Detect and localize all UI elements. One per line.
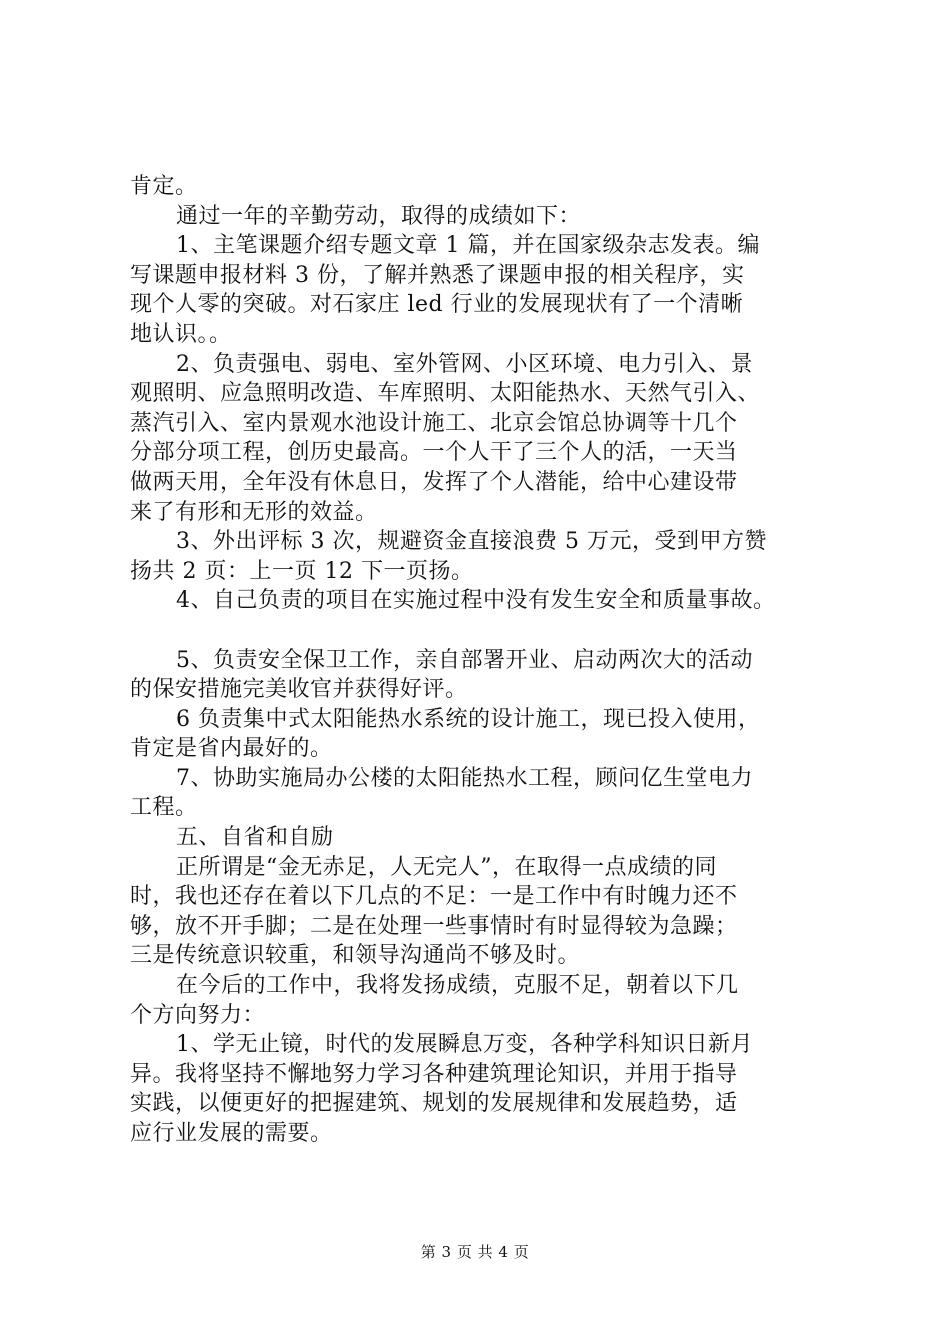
- paragraph-line: 4、自己负责的项目在实施过程中没有发生安全和质量事故。: [176, 588, 776, 614]
- paragraph-line: 通过一年的辛勤劳动，取得的成绩如下：: [176, 203, 582, 229]
- paragraph-line: 6 负责集中式太阳能热水系统的设计施工，现已投入使用，: [176, 706, 761, 732]
- paragraph-line: 7、协助实施局办公楼的太阳能热水工程，顾问亿生堂电力: [176, 765, 753, 791]
- text-line: 实践，以便更好的把握建筑、规划的发展规律和发展趋势，适: [130, 1091, 738, 1117]
- paragraph-line: 1、主笔课题介绍专题文章 1 篇，并在国家级杂志发表。编: [176, 233, 760, 259]
- paragraph-line: 正所谓是“金无赤足，人无完人”，在取得一点成绩的同: [176, 854, 717, 880]
- text-line: 肯定。: [130, 174, 198, 199]
- text-line: 个方向努力：: [130, 1002, 266, 1028]
- text-line: 应行业发展的需要。: [130, 1121, 333, 1146]
- paragraph-line: 在今后的工作中，我将发扬成绩，克服不足，朝着以下几: [176, 973, 739, 999]
- text-line: 三是传统意识较重，和领导沟通尚不够及时。: [130, 943, 581, 969]
- text-line: 够，放不开手脚；二是在处理一些事情时有时显得较为急躁；: [130, 913, 738, 939]
- text-line: 写课题申报材料 3 份，了解并熟悉了课题申报的相关程序，实: [130, 262, 745, 288]
- text-line: 来了有形和无形的效益。: [130, 499, 378, 525]
- text-line: 扬共 2 页：上一页 12 下一页扬。: [130, 558, 474, 584]
- text-line: 观照明、应急照明改造、车库照明、太阳能热水、天然气引入、: [130, 381, 761, 407]
- document-body: [130, 172, 850, 1149]
- paragraph-line: 5、负责安全保卫工作，亲自部署开业、启动两次大的活动: [176, 647, 753, 673]
- text-line: 的保安措施完美收官并获得好评。: [130, 677, 468, 703]
- paragraph-line: 2、负责强电、弱电、室外管网、小区环境、电力引入、景: [176, 351, 753, 377]
- text-line: 异。我将坚持不懈地努力学习各种建筑理论知识，并用于指导: [130, 1061, 738, 1087]
- text-line: 地认识。。: [130, 321, 232, 347]
- page-footer: 第 3 页 共 4 页: [420, 1243, 530, 1261]
- text-line: 肯定是省内最好的。: [130, 736, 333, 762]
- paragraph-line: 3、外出评标 3 次，规避资金直接浪费 5 万元，受到甲方赞: [176, 529, 767, 555]
- text-line: 分部分项工程，创历史最高。一个人干了三个人的活，一天当: [130, 440, 738, 466]
- text-line: 时，我也还存在着以下几点的不足：一是工作中有时魄力还不: [130, 884, 738, 910]
- text-line: 做两天用，全年没有休息日，发挥了个人潜能，给中心建设带: [130, 469, 738, 495]
- blank-line: [130, 616, 850, 646]
- text-line: 现个人零的突破。对石家庄 led 行业的发展现状有了一个清晰: [130, 292, 744, 318]
- section-heading: 五、自省和自励: [176, 825, 334, 851]
- text-line: 工程。: [130, 795, 198, 821]
- text-line: 蒸汽引入、室内景观水池设计施工、北京会馆总协调等十几个: [130, 410, 738, 436]
- paragraph-line: 1、学无止镜，时代的发展瞬息万变，各种学科知识日新月: [176, 1032, 753, 1058]
